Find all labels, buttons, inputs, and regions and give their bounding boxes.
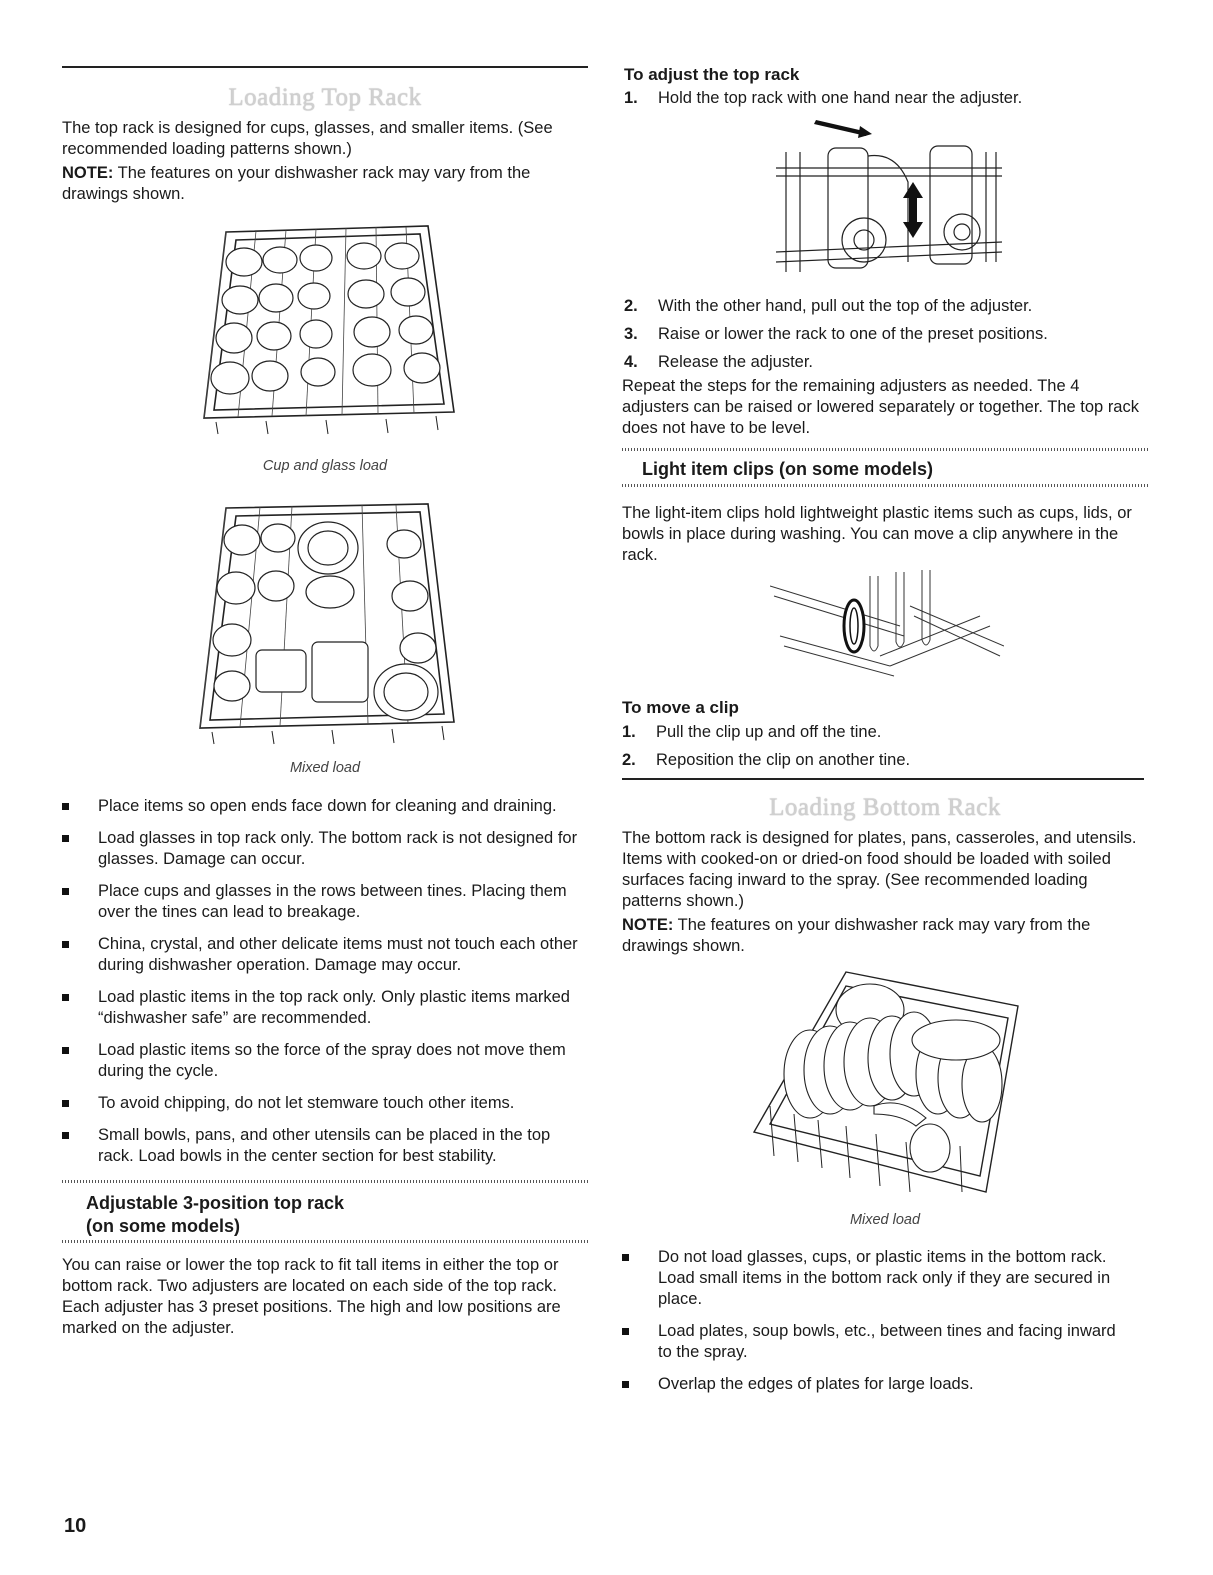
list-item: Load plastic items in the top rack only. Only plastic items marked “dishwasher safe” are recommended. — [62, 987, 584, 1029]
list-item: Load glasses in top rack only. The bottom rack is not designed for glasses. Damage can occur. — [62, 828, 584, 870]
top-rack-intro: The top rack is designed for cups, glasses, and smaller items. (See recommended loading patterns shown.) — [62, 119, 553, 158]
top-rule-left — [62, 66, 588, 68]
top-rack-bullets — [62, 796, 584, 1178]
move-clip-steps — [622, 722, 1148, 778]
list-item: 1. Hold the top rack with one hand near the adjuster. — [624, 89, 1023, 107]
list-item: Do not load glasses, cups, or plastic items in the bottom rack. Load small items in the bottom rack only if they are secured in place. — [622, 1247, 1122, 1310]
repeat-steps-text: Repeat the steps for the remaining adjusters as needed. The 4 adjusters can be raised or lowered separately or together. The top rack does not have to be level. — [622, 377, 1139, 437]
list-item: Load plastic items so the force of the spray does not move them during the cycle. — [62, 1040, 584, 1082]
light-item-clips-heading: Light item clips (on some models) — [642, 459, 934, 479]
top-rule-bottom-rack — [622, 778, 1144, 780]
caption-cup-glass-load: Cup and glass load — [262, 458, 388, 474]
page-number: 10 — [64, 1515, 87, 1537]
list-item: China, crystal, and other delicate items must not touch each other during dishwasher operation. Damage may occur. — [62, 934, 584, 976]
adjust-steps-2 — [624, 296, 1150, 380]
bullet-square-icon — [62, 941, 69, 948]
list-item: Load plates, soup bowls, etc., between tines and facing inward to the spray. — [622, 1321, 1122, 1363]
cup-glass-load-illustration — [196, 222, 460, 442]
bullet-square-icon — [62, 1132, 69, 1139]
section-title-top-rack: Loading Top Rack — [228, 84, 422, 111]
list-item: To avoid chipping, do not let stemware touch other items. — [62, 1093, 584, 1114]
note-text: The features on your dishwasher rack may vary from the drawings shown. — [62, 164, 531, 203]
light-item-clip-illustration — [770, 566, 1004, 684]
adjustable-text: You can raise or lower the top rack to fit tall items in either the top or bottom rack. Two adjusters are located on each side of the top rack. Each adjuster has 3 preset positions. The high and low positions are marked on the adjuster. — [62, 1256, 561, 1337]
bullet-square-icon — [62, 1100, 69, 1107]
list-item: Small bowls, pans, and other utensils can be placed in the top rack. Load bowls in the center section for best stability. — [62, 1125, 584, 1167]
adjustable-top-rack-heading: Adjustable 3-position top rack (on some models) — [86, 1193, 345, 1236]
divider-clips-top — [622, 448, 1150, 451]
list-item: 2. With the other hand, pull out the top of the adjuster. — [624, 297, 1033, 315]
divider-adjustable-bottom — [62, 1240, 588, 1243]
bottom-rack-intro: The bottom rack is designed for plates, pans, casseroles, and utensils. Items with cooked-on or dried-on food should be loaded with soiled surfaces facing inward to the spray. (See recommended loading patterns shown.) — [622, 829, 1137, 910]
bullet-square-icon — [62, 888, 69, 895]
bottom-rack-mixed-load-illustration — [750, 966, 1022, 1202]
bullet-square-icon — [62, 803, 69, 810]
bullet-square-icon — [622, 1328, 629, 1335]
note-label: NOTE: — [62, 164, 114, 182]
rack-adjuster-illustration — [776, 112, 1002, 290]
divider-adjustable — [62, 1180, 588, 1183]
top-rack-mixed-load-illustration — [192, 500, 462, 750]
list-item: Place cups and glasses in the rows between tines. Placing them over the tines can lead to breakage. — [62, 881, 584, 923]
divider-clips-bottom — [622, 484, 1150, 487]
note-label: NOTE: — [622, 916, 674, 934]
clips-text: The light-item clips hold lightweight plastic items such as cups, lids, or bowls in place during washing. You can move a clip anywhere in the rack. — [622, 504, 1132, 564]
bottom-rack-bullets — [622, 1247, 1122, 1406]
note-text: The features on your dishwasher rack may vary from the drawings shown. — [622, 916, 1091, 955]
bottom-rack-note — [622, 915, 1150, 957]
bullet-square-icon — [622, 1381, 629, 1388]
list-item: Place items so open ends face down for cleaning and draining. — [62, 796, 584, 817]
adjust-top-rack-heading: To adjust the top rack — [624, 65, 800, 84]
section-title-bottom-rack: Loading Bottom Rack — [769, 794, 1001, 821]
bullet-square-icon — [62, 994, 69, 1001]
list-item: 3. Raise or lower the rack to one of the preset positions. — [624, 325, 1048, 343]
bullet-square-icon — [62, 835, 69, 842]
list-item: 2. Reposition the clip on another tine. — [622, 751, 911, 769]
caption-mixed-load-bottom: Mixed load — [849, 1212, 921, 1228]
move-clip-heading: To move a clip — [622, 698, 739, 717]
caption-mixed-load-top: Mixed load — [289, 760, 361, 776]
list-item: 1. Pull the clip up and off the tine. — [622, 723, 882, 741]
list-item: 4. Release the adjuster. — [624, 353, 814, 371]
bullet-square-icon — [62, 1047, 69, 1054]
list-item: Overlap the edges of plates for large loads. — [622, 1374, 1122, 1395]
bullet-square-icon — [622, 1254, 629, 1261]
top-rack-note — [62, 163, 582, 205]
